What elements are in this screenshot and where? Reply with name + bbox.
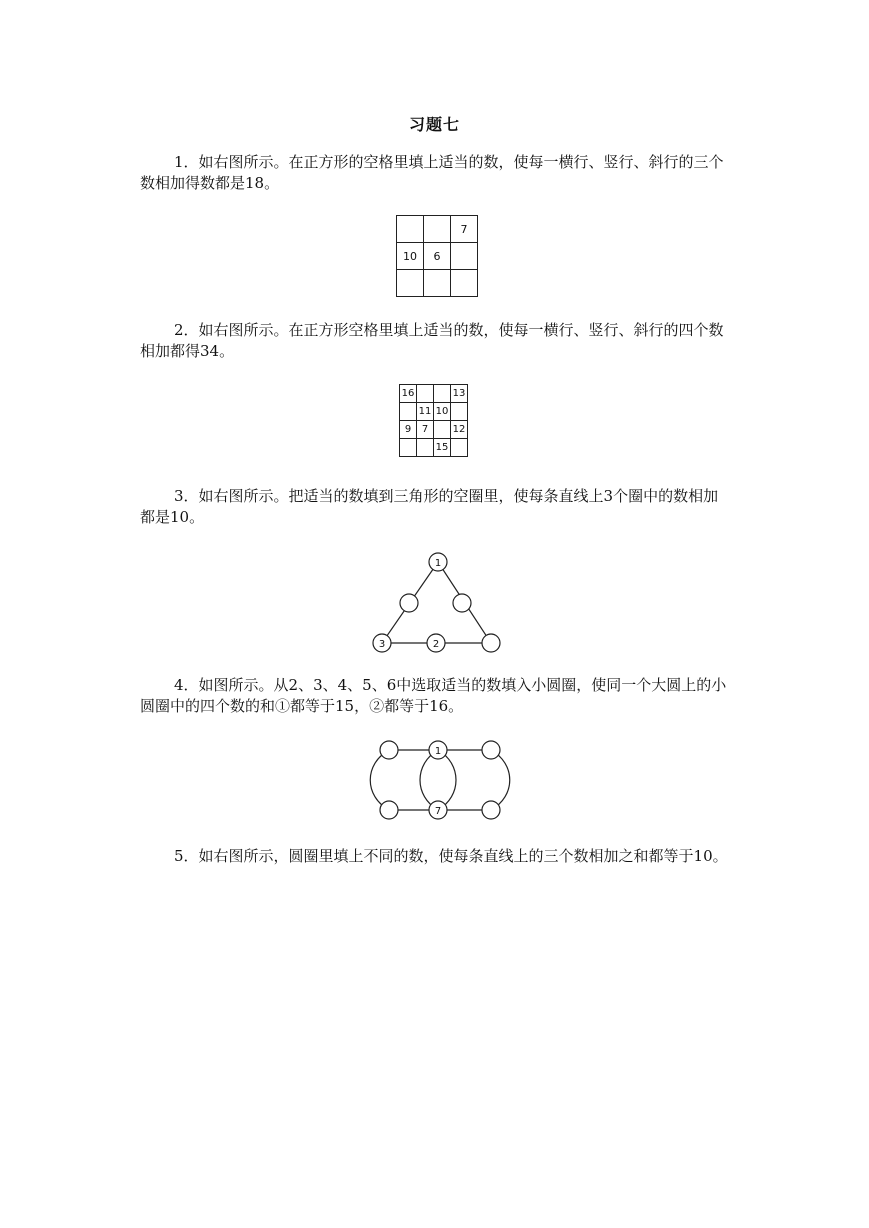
svg-text:1: 1 xyxy=(434,558,442,569)
ring-node xyxy=(482,741,500,759)
grid2-cell: 10 xyxy=(434,403,451,421)
grid1-cell: 6 xyxy=(424,243,451,270)
ring-node xyxy=(380,801,398,819)
triangle-node xyxy=(482,634,500,652)
grid1-cell xyxy=(397,270,424,297)
grid2-cell xyxy=(417,439,434,457)
triangle-figure xyxy=(360,548,510,658)
problem-1-text: 1．如右图所示。在正方形的空格里填上适当的数，使每一横行、竖行、斜行的三个数相加得数都是18。 xyxy=(140,153,724,192)
triangle-node xyxy=(373,634,391,652)
ring-node xyxy=(380,741,398,759)
grid2-cell: 12 xyxy=(451,421,468,439)
triangle-node xyxy=(429,553,447,571)
grid2-cell xyxy=(400,403,417,421)
grid2-cell xyxy=(451,403,468,421)
grid1-cell xyxy=(397,216,424,243)
grid2-cell: 11 xyxy=(417,403,434,421)
triangle-node xyxy=(453,594,471,612)
triangle-node xyxy=(427,634,445,652)
overlapping-rings-figure xyxy=(370,738,510,828)
grid2-cell: 16 xyxy=(400,385,417,403)
svg-text:7: 7 xyxy=(434,806,442,817)
grid1-cell: 10 xyxy=(397,243,424,270)
grid2-cell: 13 xyxy=(451,385,468,403)
problem-4-text: 4．如图所示。从2、3、4、5、6中选取适当的数填入小圆圈，使同一个大圆上的小圆圈中的四个数的和①都等于15，②都等于16。 xyxy=(140,676,727,715)
grid2-cell: 9 xyxy=(400,421,417,439)
ring-node xyxy=(429,741,447,759)
grid1-cell xyxy=(451,270,478,297)
svg-text:1: 1 xyxy=(434,746,442,757)
page-title: 习题七 xyxy=(408,115,460,134)
grid1-cell: 7 xyxy=(451,216,478,243)
ring-node xyxy=(429,801,447,819)
grid2-cell xyxy=(434,385,451,403)
svg-text:3: 3 xyxy=(378,639,386,650)
svg-text:2: 2 xyxy=(432,639,440,650)
grid1-cell xyxy=(451,243,478,270)
grid2-cell xyxy=(434,421,451,439)
magic-square-3x3 xyxy=(396,215,478,297)
problem-5-text: 5．如右图所示，圆圈里填上不同的数，使每条直线上的三个数相加之和都等于10。 xyxy=(174,847,728,865)
ring-node xyxy=(482,801,500,819)
grid2-cell xyxy=(400,439,417,457)
magic-square-4x4 xyxy=(399,384,468,457)
problem-3-text: 3．如右图所示。把适当的数填到三角形的空圈里，使每条直线上3个圈中的数相加都是10。 xyxy=(140,487,719,526)
problem-2-text: 2．如右图所示。在正方形空格里填上适当的数，使每一横行、竖行、斜行的四个数相加都得34。 xyxy=(140,321,724,360)
grid2-cell xyxy=(451,439,468,457)
grid1-cell xyxy=(424,216,451,243)
grid2-cell: 7 xyxy=(417,421,434,439)
grid1-cell xyxy=(424,270,451,297)
grid2-cell: 15 xyxy=(434,439,451,457)
grid2-cell xyxy=(417,385,434,403)
triangle-node xyxy=(400,594,418,612)
